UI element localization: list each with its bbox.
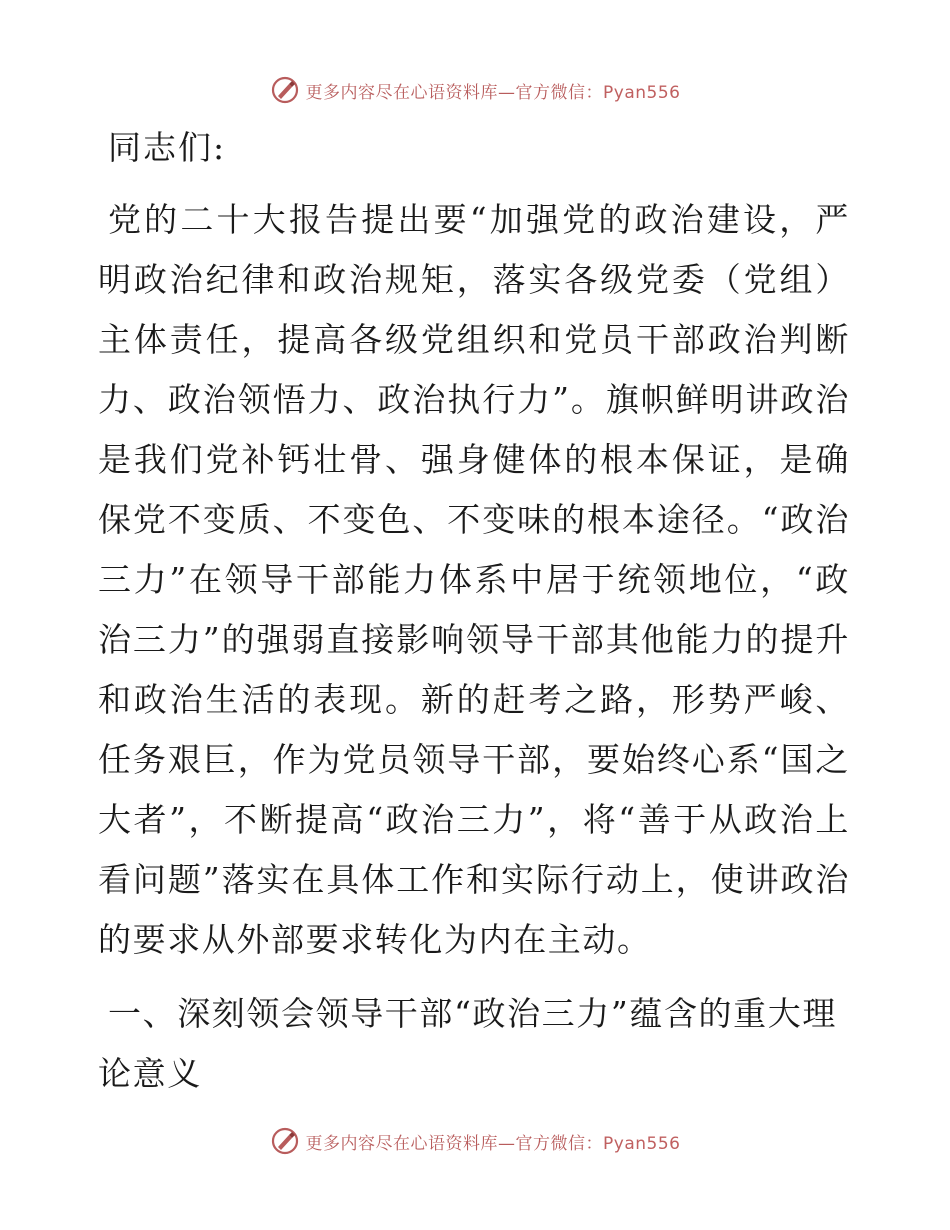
watermark-footer [0,1121,950,1161]
document-body [98,118,850,1104]
pen-logo-icon [270,1126,300,1156]
watermark-text: 更多内容尽在心语资料库—官方微信：Pyan556 [305,82,681,103]
greeting: 同志们: [108,128,227,167]
watermark-wechat-id: Pyan556 [603,82,681,103]
section-heading: 一、深刻领会领导干部“政治三力”蕴含的重大理论意义 [98,994,837,1093]
watermark-header [0,70,950,110]
watermark-text: 更多内容尽在心语资料库—官方微信：Pyan556 [305,1133,681,1154]
body-paragraph: 党的二十大报告提出要“加强党的政治建设，严明政治纪律和政治规矩，落实各级党委（党组）主体责任，提高各级党组织和党员干部政治判断力、政治领悟力、政治执行力”。旗帜鲜明讲政治是我们党补钙壮骨、强身健体的根本保证，是确保党不变质、不变色、不变味的根本途径。“政治三力”在领导干部能力体系中居于统领地位，“政治三力”的强弱直接影响领导干部其他能力的提升和政治生活的表现。新的赶考之路，形势严峻、任务艰巨，作为党员领导干部，要始终心系“国之大者”，不断提高“政治三力”，将“善于从政治上看问题”落实在具体工作和实际行动上，使讲政治的要求从外部要求转化为内在主动。 [98,200,850,959]
watermark-wechat-id: Pyan556 [603,1133,681,1154]
pen-logo-icon [270,75,300,105]
